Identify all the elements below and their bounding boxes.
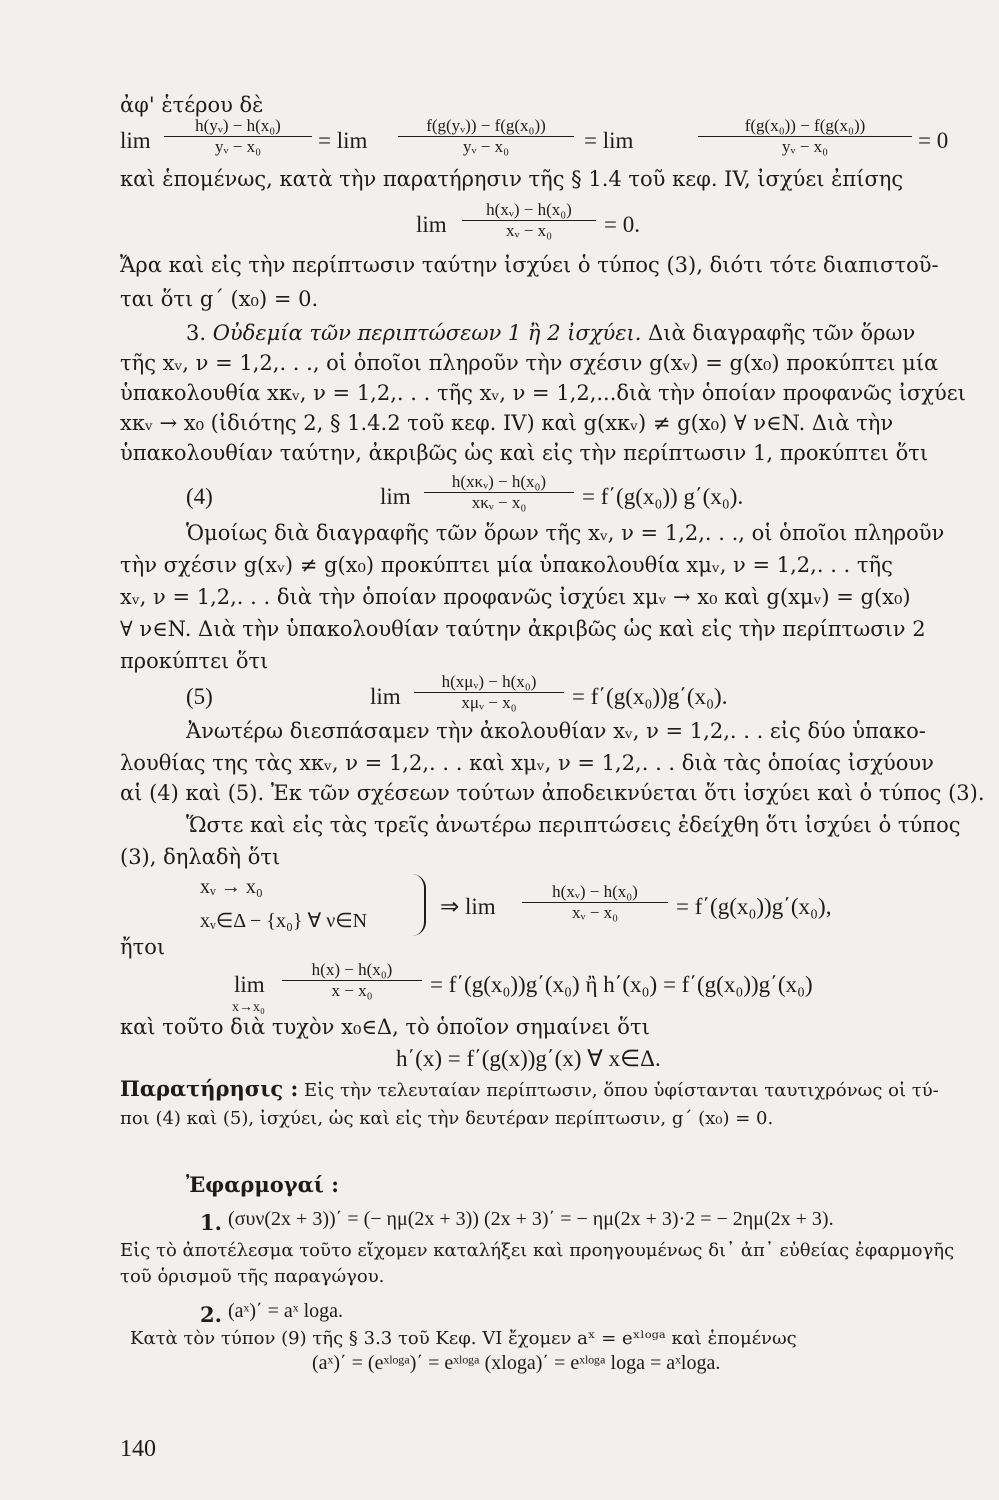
case-number: 3. xyxy=(186,321,213,345)
text-line: Εἰς τὸ ἀποτέλεσμα τοῦτο εἴχομεν καταλήξει καὶ προηγουμένως δι᾽ ἀπ᾽ εὐθείας ἐφαρμογῆς xyxy=(120,1240,955,1261)
case-text: Διὰ διαγραφῆς τῶν ὅρων xyxy=(641,321,916,345)
condition-line: xᵥ∈Δ − {x₀} ∀ ν∈N xyxy=(200,910,368,932)
text-line: καὶ τοῦτο διὰ τυχὸν x₀∈Δ, τὸ ὁποῖον σημαίνει ὅτι xyxy=(120,1015,650,1039)
item-number: 2. xyxy=(200,1302,222,1327)
fraction-denominator: xμᵥ − x₀ xyxy=(461,693,517,712)
math-result: = 0. xyxy=(604,212,640,237)
fraction-numerator: f(g(yᵥ)) − f(g(x₀)) xyxy=(398,116,574,137)
fraction xyxy=(164,116,312,157)
fraction xyxy=(698,116,912,157)
text-line: Κατὰ τὸν τύπον (9) τῆς § 3.3 τοῦ Κεφ. VI ἔχομεν aˣ = eˣˡᵒᵍᵃ καὶ ἑπομένως xyxy=(130,1328,797,1349)
math-result: = 0 xyxy=(918,128,949,153)
math-lim: lim xyxy=(234,972,265,997)
section-heading: Ἐφαρμογαί : xyxy=(186,1172,340,1197)
fraction-numerator: h(yᵥ) − h(x₀) xyxy=(164,116,312,137)
math-operator: = lim xyxy=(318,128,368,153)
text-line: ἤτοι xyxy=(120,935,166,959)
fraction xyxy=(522,882,668,923)
remark-line: ποι (4) καὶ (5), ἰσχύει, ὡς καὶ εἰς τὴν δευτέραν περίπτωσιν, g΄ (x₀) = 0. xyxy=(120,1108,774,1129)
remark-line xyxy=(120,1076,939,1104)
math-result: h΄(x) = f΄(g(x))g΄(x) ∀ x∈Δ. xyxy=(396,1046,661,1071)
fraction-denominator: yᵥ − x₀ xyxy=(214,137,261,156)
math-implies: ⇒ lim xyxy=(440,894,496,919)
text-line xyxy=(186,320,915,346)
text-line: Ἀνωτέρω διεσπάσαμεν τὴν ἀκολουθίαν xᵥ, ν = 1,2,. . . εἰς δύο ὑπακο- xyxy=(186,719,926,743)
text-line: Ἄρα καὶ εἰς τὴν περίπτωσιν ταύτην ἰσχύει ὁ τύπος (3), διότι τότε διαπιστοῦ- xyxy=(120,253,939,277)
fraction-numerator: h(xκᵥ) − h(x₀) xyxy=(424,472,574,493)
fraction-denominator: xκᵥ − x₀ xyxy=(471,493,527,512)
text-line: αἱ (4) καὶ (5). Ἐκ τῶν σχέσεων τούτων ἀποδεικνύεται ὅτι ἰσχύει καὶ ὁ τύπος (3). xyxy=(120,781,985,805)
text-line: (3), δηλαδὴ ὅτι xyxy=(120,845,281,869)
text-line: xκᵥ → x₀ (ἰδιότης 2, § 1.4.2 τοῦ κεφ. IV) καὶ g(xκᵥ) ≠ g(x₀) ∀ ν∈N. Διὰ τὴν xyxy=(120,411,894,435)
math-operator: = lim xyxy=(584,128,634,153)
text-line: ὑπακολουθία xκᵥ, ν = 1,2,. . . τῆς xᵥ, ν = 1,2,...διὰ τὴν ὁποίαν προφανῶς ἰσχύει xyxy=(120,381,966,405)
math-lim: lim xyxy=(370,684,401,709)
text-line: ὑπακολουθίαν ταύτην, ἀκριβῶς ὡς καὶ εἰς τὴν περίπτωσιν 1, προκύπτει ὅτι xyxy=(120,441,929,465)
fraction xyxy=(462,200,596,241)
equation-tag: (4) xyxy=(186,484,213,509)
text-line: προκύπτει ὅτι xyxy=(120,649,269,673)
text-line: Ὥστε καὶ εἰς τὰς τρεῖς ἀνωτέρω περιπτώσεις ἐδείχθη ὅτι ἰσχύει ὁ τύπος xyxy=(186,813,961,837)
math-lim: lim xyxy=(120,128,151,153)
right-brace xyxy=(412,874,426,936)
fraction-numerator: h(xᵥ) − h(x₀) xyxy=(522,882,668,903)
math-subscript: x→x₀ xyxy=(232,1000,265,1015)
text-line: xᵥ, ν = 1,2,. . . διὰ τὴν ὁποίαν προφανῶς ἰσχύει xμᵥ → x₀ καὶ g(xμᵥ) = g(x₀) xyxy=(120,585,911,609)
fraction xyxy=(398,116,574,157)
math-lim: lim xyxy=(380,484,411,509)
fraction-numerator: h(xμᵥ) − h(x₀) xyxy=(414,672,564,693)
text-line: λουθίας της τὰς xκᵥ, ν = 1,2,. . . καὶ xμᵥ, ν = 1,2,. . . διὰ τὰς ὁποίας ἰσχύουν xyxy=(120,751,934,775)
text-line: ∀ ν∈N. Διὰ τὴν ὑπακολουθίαν ταύτην ἀκριβῶς ὡς καὶ εἰς τὴν περίπτωσιν 2 xyxy=(120,617,926,641)
text-line: τῆς xᵥ, ν = 1,2,. . ., οἱ ὁποῖοι πληροῦν τὴν σχέσιν g(xᵥ) = g(x₀) προκύπτει μία xyxy=(120,351,939,375)
fraction-denominator: x − x₀ xyxy=(331,981,373,1000)
condition-line: xᵥ → x₀ xyxy=(200,876,263,898)
text-line: τοῦ ὁρισμοῦ τῆς παραγώγου. xyxy=(120,1266,385,1287)
math-lim: lim xyxy=(416,212,447,237)
math-result: (aˣ)΄ = (eˣˡᵒᵍᵃ)΄ = eˣˡᵒᵍᵃ (xloga)΄ = eˣˡᵒᵍᵃ loga = aˣloga. xyxy=(312,1352,721,1374)
math-result: = f΄(g(x₀))g΄(x₀) ἢ h΄(x₀) = f΄(g(x₀))g΄(x₀) xyxy=(430,972,813,997)
math-result: = f΄(g(x₀))g΄(x₀), xyxy=(676,894,832,919)
fraction-denominator: yᵥ − x₀ xyxy=(462,137,509,156)
text-line: Ὁμοίως διὰ διαγραφῆς τῶν ὅρων τῆς xᵥ, ν = 1,2,. . ., οἱ ὁποῖοι πληροῦν xyxy=(186,521,945,545)
equation-tag: (5) xyxy=(186,684,213,709)
fraction-numerator: h(xᵥ) − h(x₀) xyxy=(462,200,596,221)
math-result: = f΄(g(x₀)) g΄(x₀). xyxy=(582,484,744,509)
text-line: τὴν σχέσιν g(xᵥ) ≠ g(x₀) προκύπτει μία ὑπακολουθία xμᵥ, ν = 1,2,. . . τῆς xyxy=(120,553,893,577)
math-result: (συν(2x + 3))΄ = (− ημ(2x + 3)) (2x + 3)΄ = − ημ(2x + 3)·2 = − 2ημ(2x + 3). xyxy=(228,1208,834,1230)
fraction-denominator: xᵥ − x₀ xyxy=(571,903,618,922)
fraction-denominator: yᵥ − x₀ xyxy=(781,137,828,156)
fraction xyxy=(282,960,422,1001)
fraction xyxy=(414,672,564,713)
math-result: = f΄(g(x₀))g΄(x₀). xyxy=(572,684,728,709)
text-line: ται ὅτι g΄ (x₀) = 0. xyxy=(120,287,319,311)
item-number: 1. xyxy=(200,1210,222,1235)
remark-label: Παρατήρησις : xyxy=(120,1076,299,1101)
case-title: Οὐδεμία τῶν περιπτώσεων 1 ἢ 2 ἰσχύει. xyxy=(212,321,642,345)
remark-text: Εἰς τὴν τελευταίαν περίπτωσιν, ὅπου ὑφίστανται ταυτιχρόνως οἱ τύ- xyxy=(298,1080,939,1101)
math-result: (aˣ)΄ = aˣ loga. xyxy=(228,1300,344,1322)
text-line: ἀφ' ἑτέρου δὲ xyxy=(120,93,264,117)
fraction-numerator: h(x) − h(x₀) xyxy=(282,960,422,981)
page-number: 140 xyxy=(120,1436,156,1462)
fraction-denominator: xᵥ − x₀ xyxy=(505,221,552,240)
text-line: καὶ ἑπομένως, κατὰ τὴν παρατήρησιν τῆς § 1.4 τοῦ κεφ. IV, ἰσχύει ἐπίσης xyxy=(120,167,904,191)
fraction xyxy=(424,472,574,513)
fraction-numerator: f(g(x₀)) − f(g(x₀)) xyxy=(698,116,912,137)
